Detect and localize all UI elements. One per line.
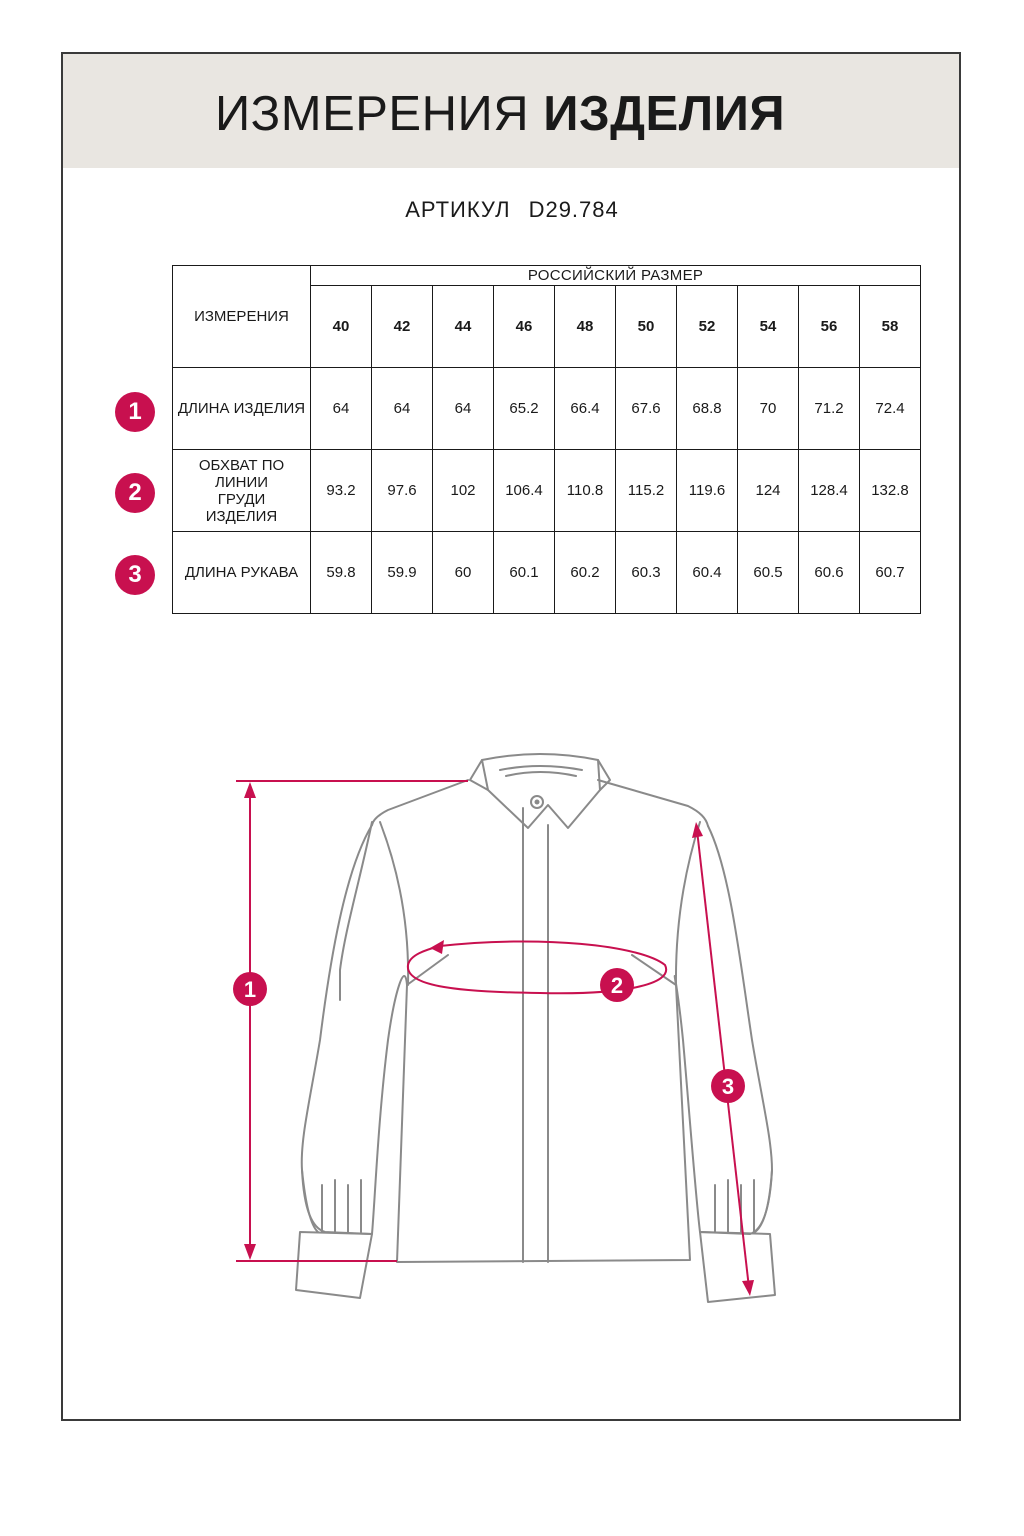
sleeve-arrow-top bbox=[692, 822, 703, 838]
table-cell: 97.6 bbox=[372, 450, 433, 532]
table-cell: 71.2 bbox=[799, 368, 860, 450]
title-bold: ИЗДЕЛИЯ bbox=[543, 87, 786, 141]
diagram-marker-3 bbox=[711, 1069, 745, 1103]
marker-2-label: 2 bbox=[610, 973, 624, 998]
size-header-cell: 40 bbox=[311, 286, 372, 368]
size-header-cell: 56 bbox=[799, 286, 860, 368]
table-cell: 60.5 bbox=[738, 532, 799, 614]
marker-3-label: 3 bbox=[721, 1074, 735, 1099]
table-cell: 66.4 bbox=[555, 368, 616, 450]
table-cell: 106.4 bbox=[494, 450, 555, 532]
size-header-cell: 54 bbox=[738, 286, 799, 368]
table-cell: 128.4 bbox=[799, 450, 860, 532]
table-cell: 60.3 bbox=[616, 532, 677, 614]
table-cell: 60.2 bbox=[555, 532, 616, 614]
size-header-cell: 52 bbox=[677, 286, 738, 368]
button-hole bbox=[535, 800, 540, 805]
size-header-cell: 48 bbox=[555, 286, 616, 368]
table-cell: 60.4 bbox=[677, 532, 738, 614]
table-cell: 64 bbox=[433, 368, 494, 450]
size-header-cell: 58 bbox=[860, 286, 921, 368]
shirt-outline bbox=[296, 754, 775, 1302]
size-group-header: РОССИЙСКИЙ РАЗМЕР bbox=[311, 266, 921, 286]
row-label: ДЛИНА РУКАВА bbox=[173, 532, 311, 614]
table-cell: 59.8 bbox=[311, 532, 372, 614]
table-cell: 65.2 bbox=[494, 368, 555, 450]
chest-arrow bbox=[430, 940, 444, 954]
table-cell: 64 bbox=[311, 368, 372, 450]
length-arrow-bottom bbox=[244, 1244, 256, 1260]
table-cell: 119.6 bbox=[677, 450, 738, 532]
article-code: D29.784 bbox=[528, 197, 619, 222]
measure-column-header: ИЗМЕРЕНИЯ bbox=[173, 266, 311, 368]
table-cell: 68.8 bbox=[677, 368, 738, 450]
table-cell: 60 bbox=[433, 532, 494, 614]
row-badge-3: 3 bbox=[115, 555, 155, 595]
size-header-cell: 50 bbox=[616, 286, 677, 368]
sleeve-arrow-bottom bbox=[742, 1280, 754, 1296]
table-cell: 60.1 bbox=[494, 532, 555, 614]
diagram-marker-1 bbox=[233, 972, 267, 1006]
article-label: АРТИКУЛ bbox=[405, 197, 511, 222]
table-cell: 60.7 bbox=[860, 532, 921, 614]
row-badge-2: 2 bbox=[115, 473, 155, 513]
sleeve-line bbox=[697, 830, 749, 1288]
table-cell: 115.2 bbox=[616, 450, 677, 532]
table-cell: 124 bbox=[738, 450, 799, 532]
table-cell: 60.6 bbox=[799, 532, 860, 614]
table-cell: 93.2 bbox=[311, 450, 372, 532]
title-light: ИЗМЕРЕНИЯ bbox=[214, 87, 530, 141]
length-arrow-top bbox=[244, 782, 256, 798]
table-cell: 110.8 bbox=[555, 450, 616, 532]
marker-1-label: 1 bbox=[243, 977, 257, 1002]
table-cell: 102 bbox=[433, 450, 494, 532]
row-badge-1: 1 bbox=[115, 392, 155, 432]
size-header-cell: 44 bbox=[433, 286, 494, 368]
row-label: ДЛИНА ИЗДЕЛИЯ bbox=[173, 368, 311, 450]
table-cell: 132.8 bbox=[860, 450, 921, 532]
row-label: ОБХВАТ ПО ЛИНИИ ГРУДИ ИЗДЕЛИЯ bbox=[173, 450, 311, 532]
table-cell: 70 bbox=[738, 368, 799, 450]
size-header-cell: 46 bbox=[494, 286, 555, 368]
measure-lines bbox=[236, 781, 749, 1288]
size-header-cell: 42 bbox=[372, 286, 433, 368]
table-cell: 67.6 bbox=[616, 368, 677, 450]
table-cell: 59.9 bbox=[372, 532, 433, 614]
diagram-marker-2 bbox=[600, 968, 634, 1002]
table-cell: 64 bbox=[372, 368, 433, 450]
table-cell: 72.4 bbox=[860, 368, 921, 450]
